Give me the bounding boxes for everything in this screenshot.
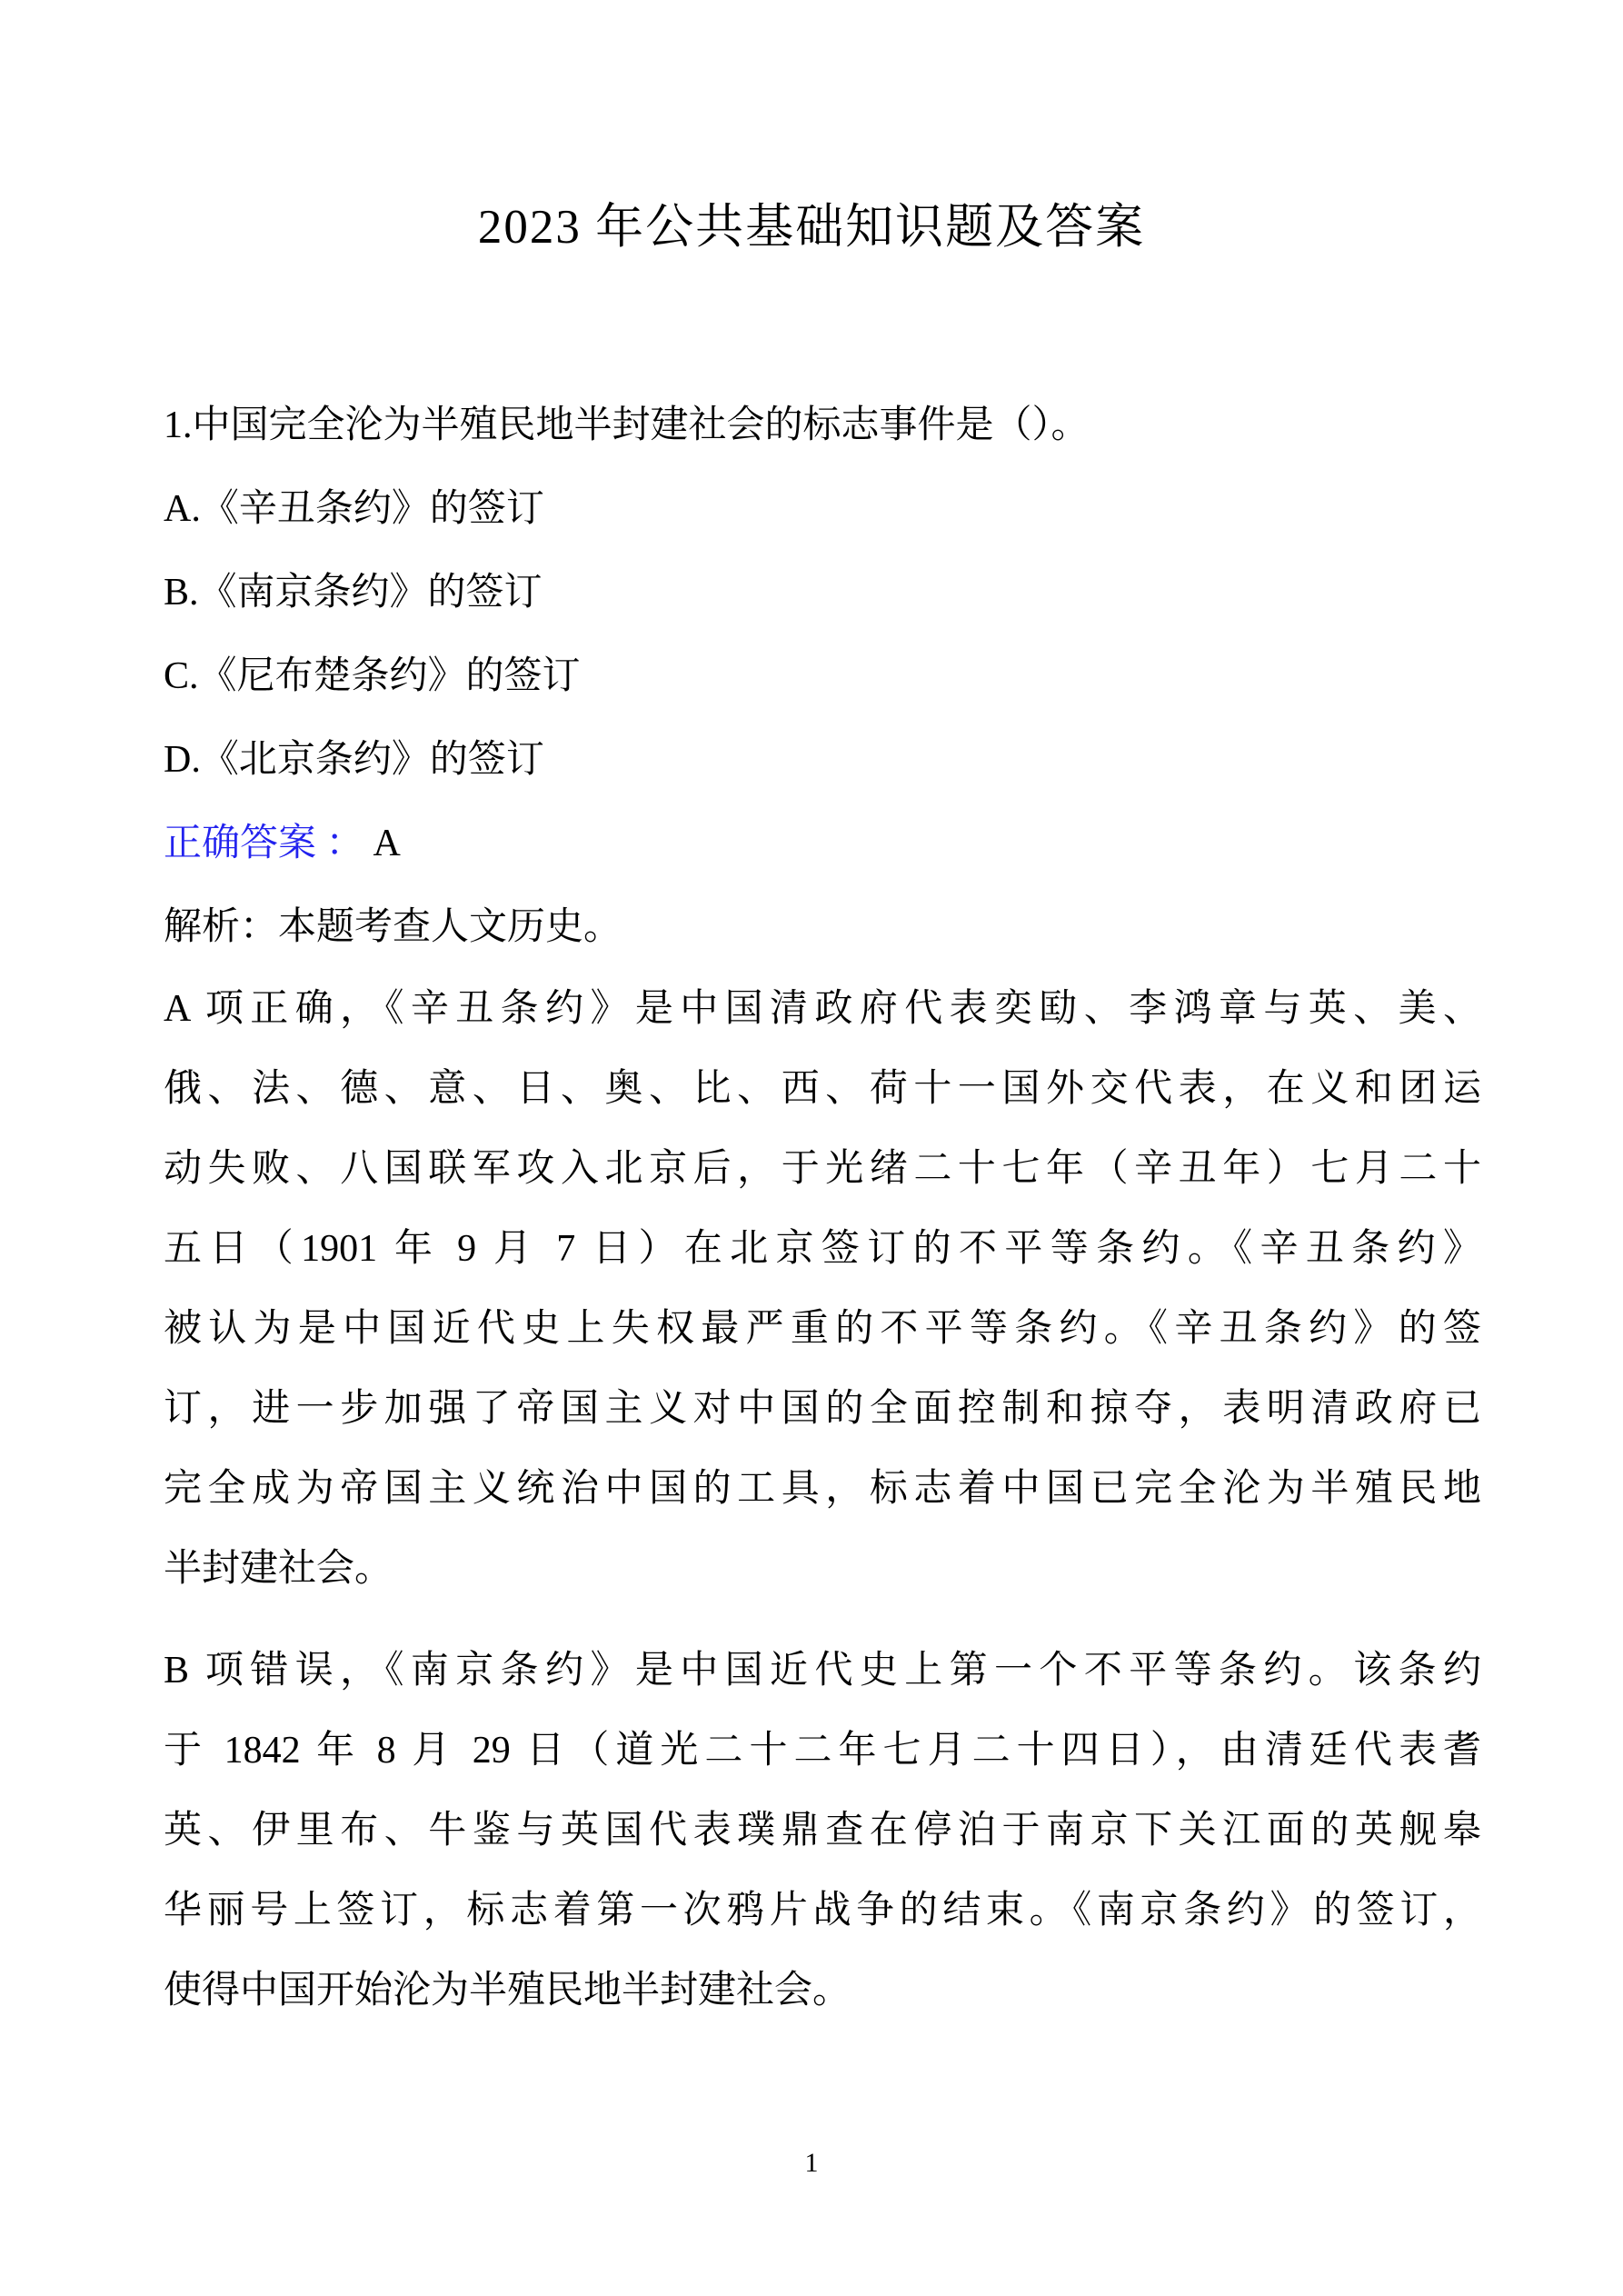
paragraph-line: 动失败、八国联军攻入北京后，于光绪二十七年（辛丑年）七月二十 xyxy=(164,1148,1481,1190)
option-d: D.《北京条约》的签订 xyxy=(164,739,544,781)
paragraph-line: 半封建社会。 xyxy=(164,1548,393,1590)
answer-label: 正确答案 ： xyxy=(164,823,364,864)
question-stem: 1.中国完全沦为半殖民地半封建社会的标志事件是（）。 xyxy=(164,404,1090,446)
option-c: C.《尼布楚条约》的签订 xyxy=(164,655,581,697)
paragraph-line: 于 1842 年 8 月 29 日（道光二十二年七月二十四日），由清廷代表耆 xyxy=(164,1730,1481,1772)
paragraph-line: 俄、法、德、意、日、奥、比、西、荷十一国外交代表，在义和团运 xyxy=(164,1068,1481,1110)
paragraph-line: 使得中国开始沦为半殖民地半封建社会。 xyxy=(164,1970,851,2011)
analysis-paragraph-a xyxy=(164,969,1481,1609)
paragraph-line: 订，进一步加强了帝国主义对中国的全面控制和掠夺，表明清政府已 xyxy=(164,1388,1481,1430)
analysis-intro: 解析：本题考查人文历史。 xyxy=(164,906,622,948)
paragraph-line: 华丽号上签订，标志着第一次鸦片战争的结束。《南京条约》的签订， xyxy=(164,1890,1481,1932)
paragraph-line: 完全成为帝国主义统治中国的工具，标志着中国已完全沦为半殖民地 xyxy=(164,1468,1481,1510)
paragraph-line: 被认为是中国近代史上失权最严重的不平等条约。《辛丑条约》的签 xyxy=(164,1308,1481,1350)
analysis-paragraph-b xyxy=(164,1631,1481,2031)
page-title: 2023 年公共基础知识题及答案 xyxy=(477,201,1146,254)
answer-line xyxy=(164,802,1481,885)
paragraph-line: 英、伊里布、牛鉴与英国代表璞鼎查在停泊于南京下关江面的英舰皋 xyxy=(164,1810,1481,1852)
paragraph-line: 五日（1901 年 9 月 7 日）在北京签订的不平等条约。《辛丑条约》 xyxy=(164,1228,1481,1270)
option-a: A.《辛丑条约》的签订 xyxy=(164,488,544,530)
page-number: 1 xyxy=(804,2148,819,2178)
answer-value: A xyxy=(373,823,401,864)
paragraph-line: A 项正确，《辛丑条约》是中国清政府代表奕劻、李鸿章与英、美、 xyxy=(164,988,1481,1030)
option-b: B.《南京条约》的签订 xyxy=(164,572,543,614)
question-block xyxy=(0,384,1623,2031)
paragraph-line: B 项错误，《南京条约》是中国近代史上第一个不平等条约。该条约 xyxy=(164,1650,1481,1692)
